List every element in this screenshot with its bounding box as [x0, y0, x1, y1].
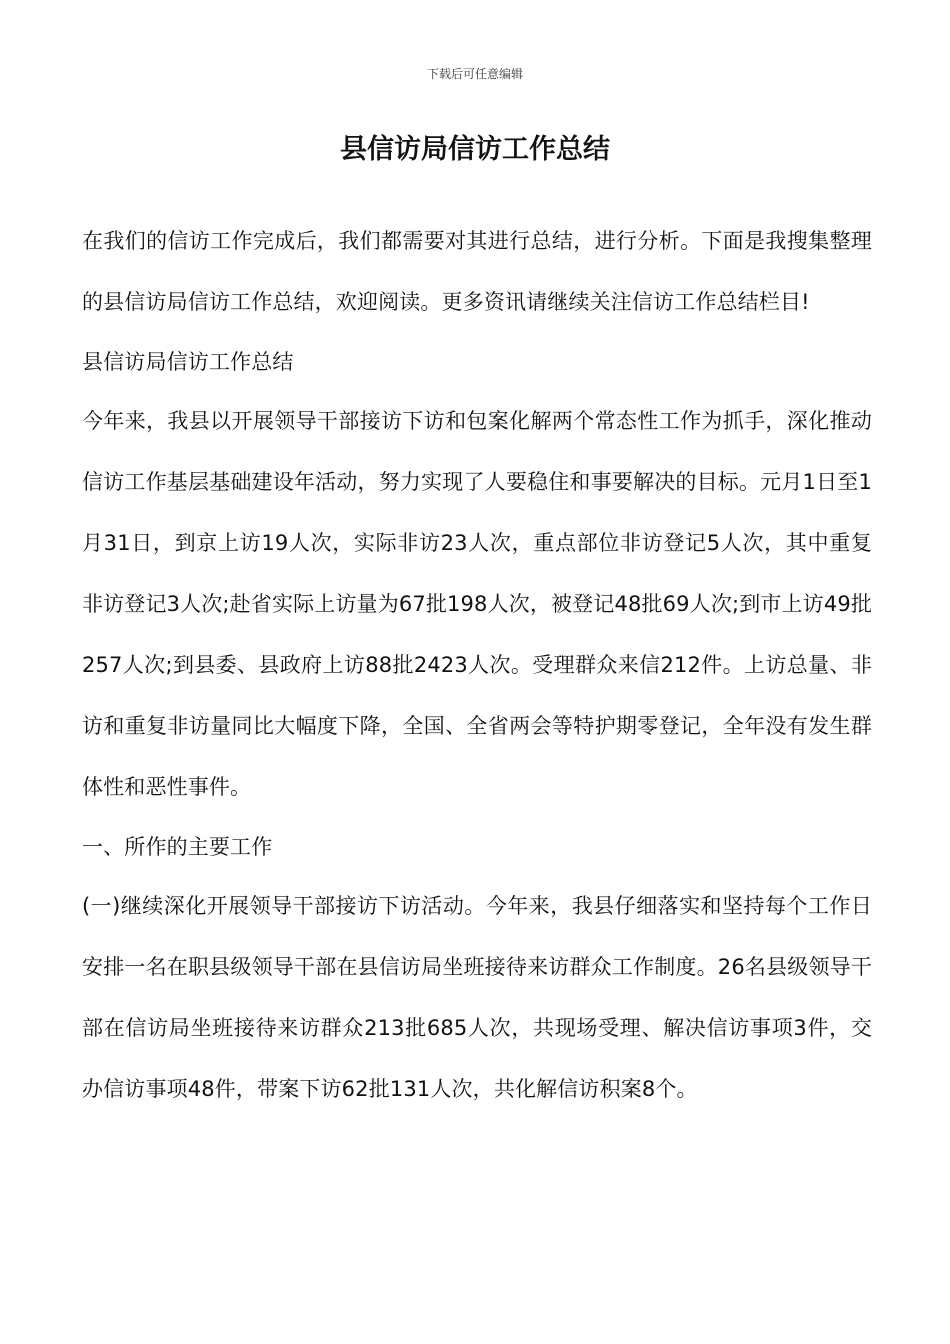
- document-body: [82, 211, 872, 1120]
- intro-paragraph: 在我们的信访工作完成后，我们都需要对其进行总结，进行分析。下面是我搜集整理的县信访局信访工作总结，欢迎阅读。更多资讯请继续关注信访工作总结栏目!: [82, 229, 872, 314]
- section-heading-main-work: 一、所作的主要工作: [82, 835, 273, 859]
- document-title: 县信访局信访工作总结: [340, 134, 610, 165]
- section-heading: 县信访局信访工作总结: [82, 350, 294, 374]
- header-note: 下载后可任意编辑: [426, 67, 523, 81]
- work-item-paragraph: (一)继续深化开展领导干部接访下访活动。今年来，我县仔细落实和坚持每个工作日安排一名在职县级领导干部在县信访局坐班接待来访群众工作制度。26名县级领导干部在信访局坐班接待来访群众213批685人次，共现场受理、解决信访事项3件，交办信访事项48件，带案下访62批131人次，共化解信访积案8个。: [82, 894, 872, 1101]
- summary-paragraph: 今年来，我县以开展领导干部接访下访和包案化解两个常态性工作为抓手，深化推动信访工作基层基础建设年活动，努力实现了人要稳住和事要解决的目标。元月1日至1月31日，到京上访19人次，实际非访23人次，重点部位非访登记5人次，其中重复非访登记3人次;赴省实际上访量为67批198人次，被登记48批69人次;到市上访49批257人次;到县委、县政府上访88批2423人次。受理群众来信212件。上访总量、非访和重复非访量同比大幅度下降，全国、全省两会等特护期零登记，全年没有发生群体性和恶性事件。: [82, 409, 872, 799]
